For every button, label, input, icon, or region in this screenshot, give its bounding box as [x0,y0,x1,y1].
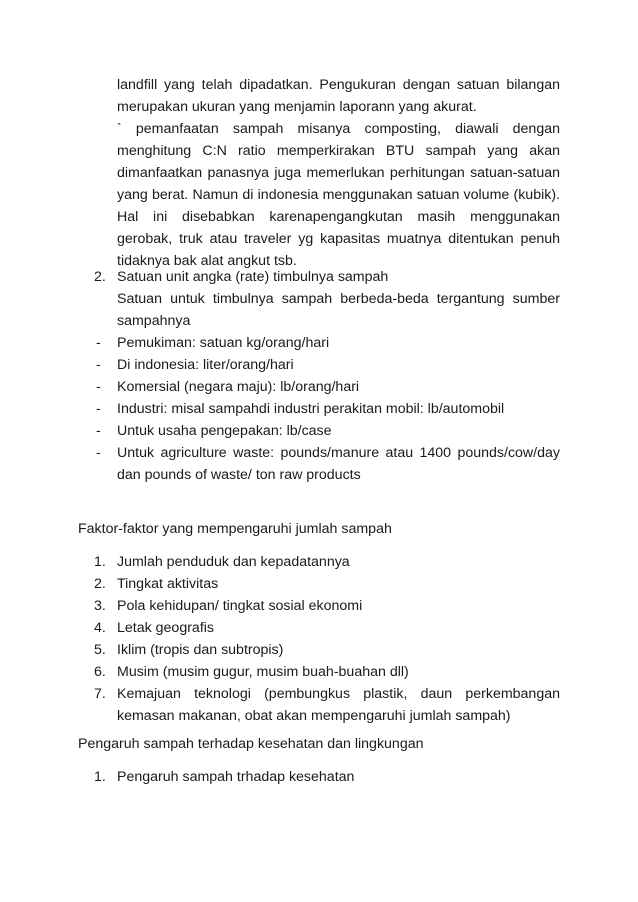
factor-item: Jumlah penduduk dan kepadatannya [117,554,350,570]
dash-marker: - [96,401,101,417]
dash-item: Komersial (negara maju): lb/orang/hari [117,379,360,395]
factor-item: Letak geografis [117,620,215,636]
dash-item: Untuk agriculture waste: pounds/manure atau 1400 pounds/cow/day dan pounds of waste/ ton raw products [117,445,560,483]
dash-item: Pemukiman: satuan kg/orang/hari [117,335,330,351]
factor-item: Tingkat aktivitas [117,576,219,592]
effect-item: Pengaruh sampah trhadap kesehatan [117,769,355,785]
dash-item: Di indonesia: liter/orang/hari [117,357,294,373]
dash-marker: - [96,379,101,395]
intro-paragraph-2 [117,118,560,272]
item2-body: Satuan untuk timbulnya sampah berbeda-beda tergantung sumber sampahnya [117,291,560,329]
factor-number: 2. [94,576,106,592]
heading-effects: Pengaruh sampah terhadap kesehatan dan lingkungan [78,736,424,752]
intro-paragraph-1-text: landfill yang telah dipadatkan. Pengukuran dengan satuan bilangan merupakan ukuran yang menjamin laporann yang akurat. [117,77,560,115]
factor-item: Iklim (tropis dan subtropis) [117,642,284,658]
factor-number: 7. [94,686,106,702]
factor-item: Pola kehidupan/ tingkat sosial ekonomi [117,598,363,614]
intro-paragraph-1 [117,74,560,118]
dash-item: Industri: misal sampahdi industri perakitan mobil: lb/automobil [117,401,505,417]
heading-factors: Faktor-faktor yang mempengaruhi jumlah sampah [78,521,392,537]
effect-number: 1. [94,769,106,785]
factor-number: 3. [94,598,106,614]
dash-marker: - [96,335,101,351]
dash-item: Untuk usaha pengepakan: lb/case [117,423,332,439]
dash-marker: - [96,445,101,461]
factor-number: 4. [94,620,106,636]
factor-number: 1. [94,554,106,570]
item2-title: Satuan unit angka (rate) timbulnya sampah [117,269,389,285]
factor-number: 6. [94,664,106,680]
item2-number: 2. [94,269,106,285]
factor-item: Kemajuan teknologi (pembungkus plastik, daun perkembangan kemasan makanan, obat akan mempengaruhi jumlah sampah) [117,686,560,724]
intro-paragraph-2-text: ` pemanfaatan sampah misanya composting, diawali dengan menghitung C:N ratio memperkirakan BTU sampah yang akan dimanfaatkan panasnya juga memerlukan perhitungan satuan-satuan yang berat. Namun di indonesia menggunakan satuan volume (kubik). Hal ini disebabkan karenapengangkutan masih menggunakan gerobak, truk atau traveler yg kapasitas muatnya ditentukan penuh tidaknya bak alat angkut tsb. [117,121,560,269]
factor-item: Musim (musim gugur, musim buah-buahan dll) [117,664,409,680]
factor-number: 5. [94,642,106,658]
dash-marker: - [96,423,101,439]
dash-marker: - [96,357,101,373]
